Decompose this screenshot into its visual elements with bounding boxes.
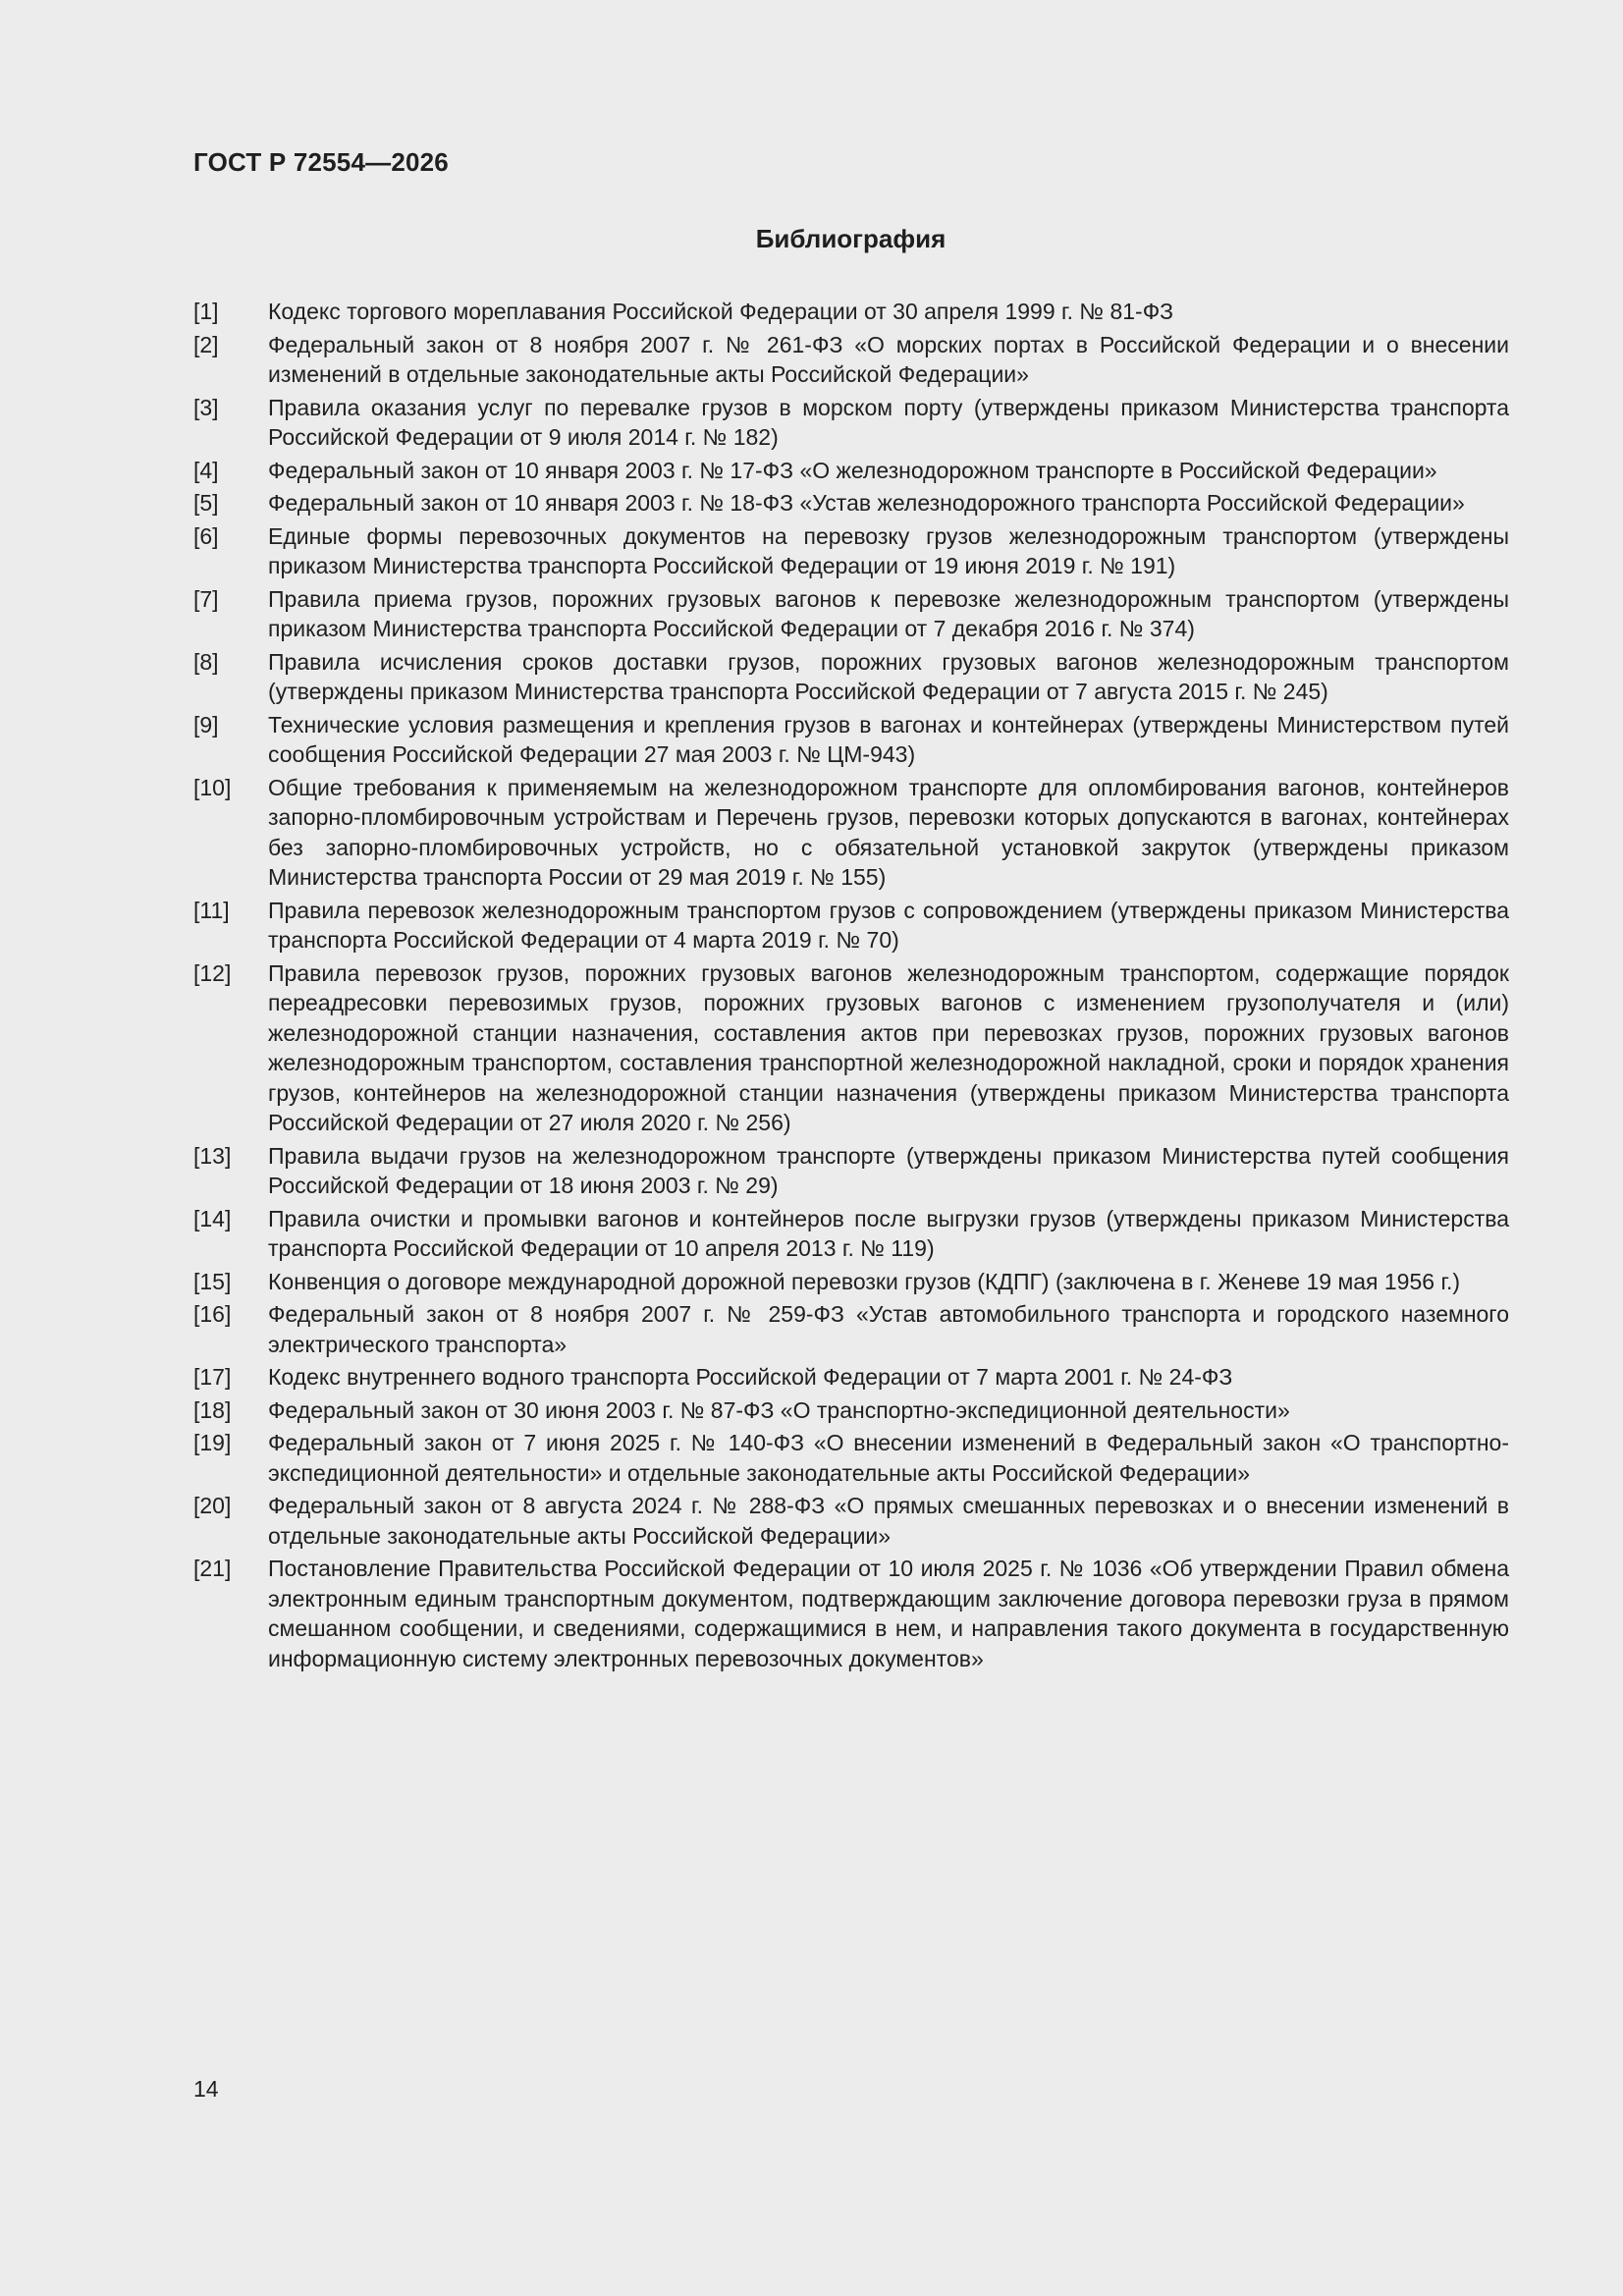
entry-text: Кодекс торгового мореплавания Российской Федерации от 30 апреля 1999 г. № 81-ФЗ (268, 299, 1174, 324)
entry-text: Кодекс внутреннего водного транспорта Российской Федерации от 7 марта 2001 г. № 24-ФЗ (268, 1364, 1233, 1390)
bibliography-entry (193, 584, 1509, 644)
entry-number: [11] (193, 897, 230, 923)
entry-text: Правила исчисления сроков доставки грузов, порожних грузовых вагонов железнодорожным транспортом (утверждены приказом Министерства транспорта Российской Федерации от 7 августа 2015 г. № 245) (268, 648, 1509, 704)
bibliography-entry (193, 773, 1509, 893)
entry-number: [2] (193, 331, 219, 357)
entry-number: [14] (193, 1205, 232, 1231)
entry-text: Конвенция о договоре международной дорожной перевозки грузов (КДПГ) (заключена в г. Женеве 19 мая 1956 г.) (268, 1268, 1461, 1294)
bibliography-entry (193, 1267, 1509, 1297)
entry-text: Федеральный закон от 30 июня 2003 г. № 87-ФЗ «О транспортно-экспедиционной деятельности» (268, 1396, 1290, 1423)
entry-number: [13] (193, 1142, 232, 1169)
entry-number: [16] (193, 1301, 232, 1327)
bibliography-entry (193, 1491, 1509, 1551)
bibliography-entry (193, 710, 1509, 770)
entry-number: [19] (193, 1430, 232, 1455)
bibliography-entry (193, 1362, 1509, 1393)
bibliography-entry (193, 958, 1509, 1138)
bibliography-entry (193, 297, 1509, 327)
entry-number: [9] (193, 711, 219, 738)
entry-text: Федеральный закон от 8 ноября 2007 г. № 259-ФЗ «Устав автомобильного транспорта и городского наземного электрического транспорта» (268, 1301, 1509, 1357)
page-number: 14 (193, 2076, 219, 2102)
bibliography-entry (193, 330, 1509, 390)
entry-number: [20] (193, 1493, 232, 1518)
bibliography-entry (193, 1428, 1509, 1488)
bibliography-entry (193, 488, 1509, 519)
document-header: ГОСТ Р 72554—2026 (193, 147, 449, 177)
entry-number: [17] (193, 1364, 232, 1390)
entry-text: Правила приема грузов, порожних грузовых вагонов к перевозке железнодорожным транспортом (утверждены приказом Министерства транспорта Российской Федерации от 7 декабря 2016 г. № 374) (268, 585, 1509, 641)
entry-text: Федеральный закон от 10 января 2003 г. № 18-ФЗ «Устав железнодорожного транспорта Российской Федерации» (268, 490, 1465, 516)
bibliography-entry (193, 1299, 1509, 1359)
entry-number: [6] (193, 522, 219, 549)
entry-number: [5] (193, 490, 219, 516)
bibliography-entry (193, 393, 1509, 453)
bibliography-entry (193, 521, 1509, 581)
entry-number: [18] (193, 1396, 232, 1423)
entry-text: Федеральный закон от 8 августа 2024 г. № 288-ФЗ «О прямых смешанных перевозках и о внесении изменений в отдельные законодательные акты Российской Федерации» (268, 1493, 1509, 1549)
entry-text: Федеральный закон от 7 июня 2025 г. № 140-ФЗ «О внесении изменений в Федеральный закон «О транспортно-экспедиционной деятельности» и отдельные законодательные акты Российской Федерации» (268, 1430, 1509, 1486)
entry-number: [3] (193, 394, 219, 420)
bibliography-entry (193, 647, 1509, 707)
entry-text: Федеральный закон от 10 января 2003 г. № 17-ФЗ «О железнодорожном транспорте в Российской Федерации» (268, 457, 1437, 483)
entry-number: [21] (193, 1556, 232, 1581)
entry-text: Единые формы перевозочных документов на перевозку грузов железнодорожным транспортом (утверждены приказом Министерства транспорта Российской Федерации от 19 июня 2019 г. № 191) (268, 522, 1509, 578)
entry-text: Правила перевозок грузов, порожних грузовых вагонов железнодорожным транспортом, содержащие порядок переадресовки перевозимых грузов, порожних грузовых вагонов с изменением грузополучателя и (или) железнодорожной станции назначения, составления актов при перевозках грузов, порожних грузовых вагонов железнодорожным транспортом, составления транспортной железнодорожной накладной, сроки и порядок хранения грузов, контейнеров на железнодорожной станции назначения (утверждены приказом Министерства транспорта Российской Федерации от 27 июля 2020 г. № 256) (268, 959, 1509, 1135)
entry-number: [10] (193, 774, 232, 800)
bibliography-entry (193, 456, 1509, 486)
entry-text: Правила очистки и промывки вагонов и контейнеров после выгрузки грузов (утверждены приказом Министерства транспорта Российской Федерации от 10 апреля 2013 г. № 119) (268, 1205, 1509, 1261)
entry-text: Федеральный закон от 8 ноября 2007 г. № 261-ФЗ «О морских портах в Российской Федерации и о внесении изменений в отдельные законодательные акты Российской Федерации» (268, 331, 1509, 387)
entry-number: [12] (193, 959, 232, 986)
entry-number: [7] (193, 585, 219, 612)
bibliography-entry (193, 1395, 1509, 1426)
entry-text: Общие требования к применяемым на железнодорожном транспорте для опломбирования вагонов, контейнеров запорно-пломбировочным устройствам и Перечень грузов, перевозки которых допускаются в вагонах, контейнерах без запорно-пломбировочных устройств, но с обязательной установкой закруток (утверждены приказом Министерства транспорта России от 29 мая 2019 г. № 155) (268, 774, 1509, 890)
bibliography-list (193, 297, 1509, 1676)
section-title: Библиография (755, 224, 947, 253)
bibliography-entry (193, 1141, 1509, 1201)
entry-text: Правила оказания услуг по перевалке грузов в морском порту (утверждены приказом Министерства транспорта Российской Федерации от 9 июля 2014 г. № 182) (268, 394, 1509, 450)
bibliography-entry (193, 896, 1509, 956)
entry-number: [1] (193, 299, 219, 324)
entry-text: Правила выдачи грузов на железнодорожном транспорте (утверждены приказом Министерства путей сообщения Российской Федерации от 18 июня 2003 г. № 29) (268, 1142, 1509, 1198)
entry-text: Правила перевозок железнодорожным транспортом грузов с сопровождением (утверждены приказом Министерства транспорта Российской Федерации от 4 марта 2019 г. № 70) (268, 897, 1509, 953)
bibliography-entry (193, 1554, 1509, 1673)
entry-text: Постановление Правительства Российской Федерации от 10 июля 2025 г. № 1036 «Об утверждении Правил обмена электронным единым транспортным документом, подтверждающим заключение договора перевозки груза в прямом смешанном сообщении, и сведениями, содержащимися в нем, и направления такого документа в государственную информационную систему электронных перевозочных документов» (268, 1556, 1509, 1671)
entry-text: Технические условия размещения и крепления грузов в вагонах и контейнерах (утверждены Министерством путей сообщения Российской Федерации 27 мая 2003 г. № ЦМ-943) (268, 711, 1509, 767)
bibliography-entry (193, 1204, 1509, 1264)
entry-number: [15] (193, 1268, 232, 1294)
entry-number: [8] (193, 648, 219, 675)
entry-number: [4] (193, 457, 219, 483)
